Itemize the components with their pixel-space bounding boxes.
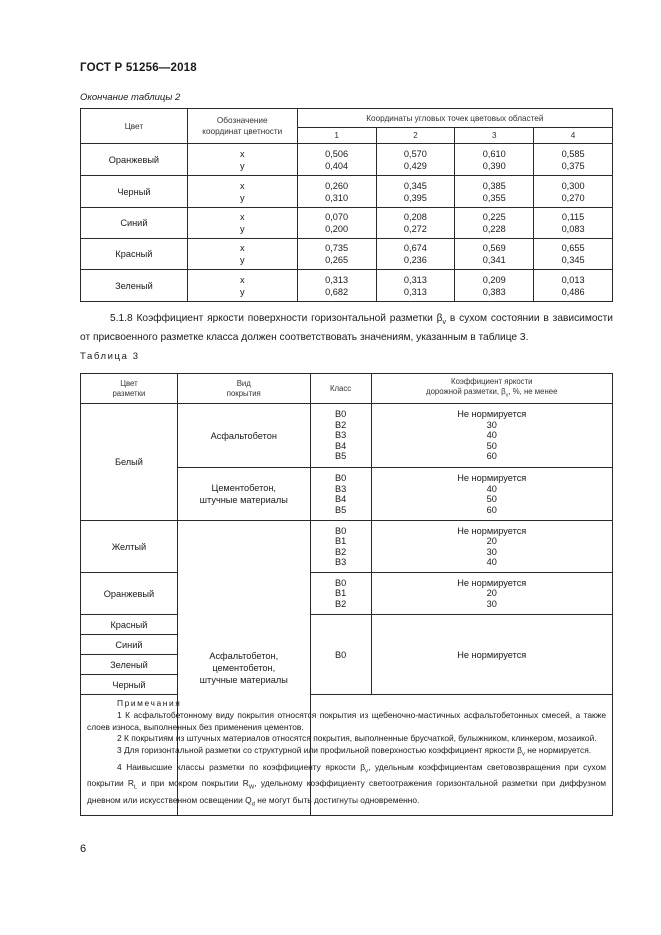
t2-row-green <box>81 270 613 302</box>
t2-col-2: 2 <box>376 128 455 144</box>
t3-color-black: Черный <box>81 675 178 695</box>
t2-color-cell: Зеленый <box>81 270 188 302</box>
note-4-sub-beta: v <box>365 768 369 775</box>
t3-values-cell: Не нормируется 40 50 60 <box>371 468 612 521</box>
t2-coord-cell: 0,655 0,345 <box>534 239 613 270</box>
note-2: 2 К покрытиям из штучных материалов относятся покрытия, выполненные брусчаткой, булыжником, клинкером, мозаикой. <box>117 733 597 744</box>
t3-value-not-normalized: Не нормируется <box>371 615 612 695</box>
t2-coord-cell: 0,735 0,265 <box>297 239 376 270</box>
table3-caption: Таблица 3 <box>80 351 140 362</box>
note-3-sub: v <box>522 751 525 758</box>
t2-coord-cell: 0,115 0,083 <box>534 208 613 239</box>
t2-coord-cell: 0,345 0,395 <box>376 176 455 208</box>
t3-type-combined: Асфальтобетон, цементобетон, штучные материалы <box>177 521 310 816</box>
note-1: 1 К асфальтобетонному виду покрытия относятся покрытия из щебеночно-мастичных асфальтобетонных смесей, а также слоев износа, выполненных без применения цементов. <box>87 709 606 732</box>
t3-type-cement: Цементобетон, штучные материалы <box>177 468 310 521</box>
t2-col-4: 4 <box>534 128 613 144</box>
t3-values-cell: Не нормируется 20 30 40 <box>371 521 612 573</box>
t2-coord-cell: 0,610 0,390 <box>455 144 534 176</box>
table-2 <box>80 108 613 302</box>
t3-color-orange: Оранжевый <box>81 573 178 615</box>
t3-classes-cell: В0 В3 В4 В5 <box>310 468 371 521</box>
t3-header-coef-line2a: дорожной разметки, β <box>426 386 506 396</box>
t3-header-color: Цвет разметки <box>81 374 178 404</box>
t2-coord-cell: 0,260 0,310 <box>297 176 376 208</box>
paragraph-5-1-8 <box>80 311 613 345</box>
t2-row-black <box>81 176 613 208</box>
note-4-text-d: , удельному коэффициенту светоотражения горизонтальной разметки при диффузном дневном или искусственном освещении Q <box>87 778 606 805</box>
t3-classes-cell: В0 В1 В2 В3 <box>310 521 371 573</box>
t2-axes-cell: x y <box>187 239 297 270</box>
t2-coord-cell: 0,674 0,236 <box>376 239 455 270</box>
t3-values-cell: Не нормируется 30 40 50 60 <box>371 404 612 468</box>
t3-type-asphalt: Асфальтобетон <box>177 404 310 468</box>
t2-header-color: Цвет <box>81 109 188 144</box>
t3-color-blue: Синий <box>81 635 178 655</box>
note-4-sub-rw: W <box>248 784 255 791</box>
t2-axes-cell: x y <box>187 270 297 302</box>
t2-axes-cell: x y <box>187 144 297 176</box>
t2-axes-cell: x y <box>187 176 297 208</box>
t2-color-cell: Оранжевый <box>81 144 188 176</box>
para-text-before: 5.1.8 Коэффициент яркости поверхности горизонтальной разметки β <box>110 313 443 324</box>
t2-axes-cell: x y <box>187 208 297 239</box>
t3-header-coef <box>371 374 612 404</box>
notes-title: Примечания <box>117 698 182 708</box>
note-4-text-c: и при мокром покрытии R <box>137 778 249 789</box>
t2-coord-cell: 0,013 0,486 <box>534 270 613 302</box>
t2-coord-cell: 0,506 0,404 <box>297 144 376 176</box>
table-3 <box>80 373 613 816</box>
t2-row-orange <box>81 144 613 176</box>
t2-coord-cell: 0,209 0,383 <box>455 270 534 302</box>
note-4-text-a: 4 Наивысшие классы разметки по коэффициенту яркости β <box>117 761 366 772</box>
t2-coord-cell: 0,569 0,341 <box>455 239 534 270</box>
t2-color-cell: Синий <box>81 208 188 239</box>
note-4 <box>87 762 606 811</box>
t2-coord-cell: 0,570 0,429 <box>376 144 455 176</box>
page-number: 6 <box>80 843 87 855</box>
t3-classes-cell: В0 В1 В2 <box>310 573 371 615</box>
t3-header-class: Класс <box>310 374 371 404</box>
t2-coord-cell: 0,208 0,272 <box>376 208 455 239</box>
t2-color-cell: Черный <box>81 176 188 208</box>
document-header: ГОСТ Р 51256—2018 <box>80 62 197 74</box>
t2-coord-cell: 0,070 0,200 <box>297 208 376 239</box>
t2-coord-cell: 0,313 0,682 <box>297 270 376 302</box>
para-text-after: в сухом состоянии в зависимости от присвоенного разметке класса должен соответствовать значениям, указанным в таблице 3. <box>80 313 613 344</box>
t3-classes-cell: В0 В2 В3 В4 В5 <box>310 404 371 468</box>
t3-color-yellow: Желтый <box>81 521 178 573</box>
t3-color-red: Красный <box>81 615 178 635</box>
para-sub: v <box>442 318 447 327</box>
t2-coord-cell: 0,313 0,313 <box>376 270 455 302</box>
t2-coord-cell: 0,225 0,228 <box>455 208 534 239</box>
t2-row-blue <box>81 208 613 239</box>
t2-header-coords: Координаты угловых точек цветовых областей <box>297 109 612 128</box>
t2-row-red <box>81 239 613 270</box>
note-4-text-e: не могут быть достигнуты одновременно. <box>254 794 420 805</box>
t2-coord-cell: 0,585 0,375 <box>534 144 613 176</box>
table2-caption: Окончание таблицы 2 <box>80 92 181 103</box>
t3-header-coef-sub: v <box>505 392 509 399</box>
t3-header-coef-line1: Коэффициент яркости <box>451 376 533 386</box>
t2-coord-cell: 0,300 0,270 <box>534 176 613 208</box>
t3-color-white: Белый <box>81 404 178 521</box>
note-3-text-b: не нормируется. <box>524 745 592 756</box>
t2-header-designation: Обозначение координат цветности <box>187 109 297 144</box>
note-4-sub-rl: L <box>133 784 138 791</box>
note-4-text-b: , удельным коэффициентам световозвращения при сухом покрытии R <box>87 761 606 789</box>
t3-header-coef-line2b: , %, не менее <box>508 386 558 396</box>
t3-color-green: Зеленый <box>81 655 178 675</box>
t3-class-b0: В0 <box>310 615 371 695</box>
t2-col-3: 3 <box>455 128 534 144</box>
t2-color-cell: Красный <box>81 239 188 270</box>
t3-header-type: Вид покрытия <box>177 374 310 404</box>
t3-values-cell: Не нормируется 20 30 <box>371 573 612 615</box>
note-3-text-a: 3 Для горизонтальной разметки со структурной или профильной поверхностью коэффициент яркости β <box>117 745 522 756</box>
t2-coord-cell: 0,385 0,355 <box>455 176 534 208</box>
note-4-sub-qd: d <box>251 801 255 808</box>
note-3 <box>87 745 606 761</box>
t2-col-1: 1 <box>297 128 376 144</box>
t3-notes <box>81 695 613 816</box>
